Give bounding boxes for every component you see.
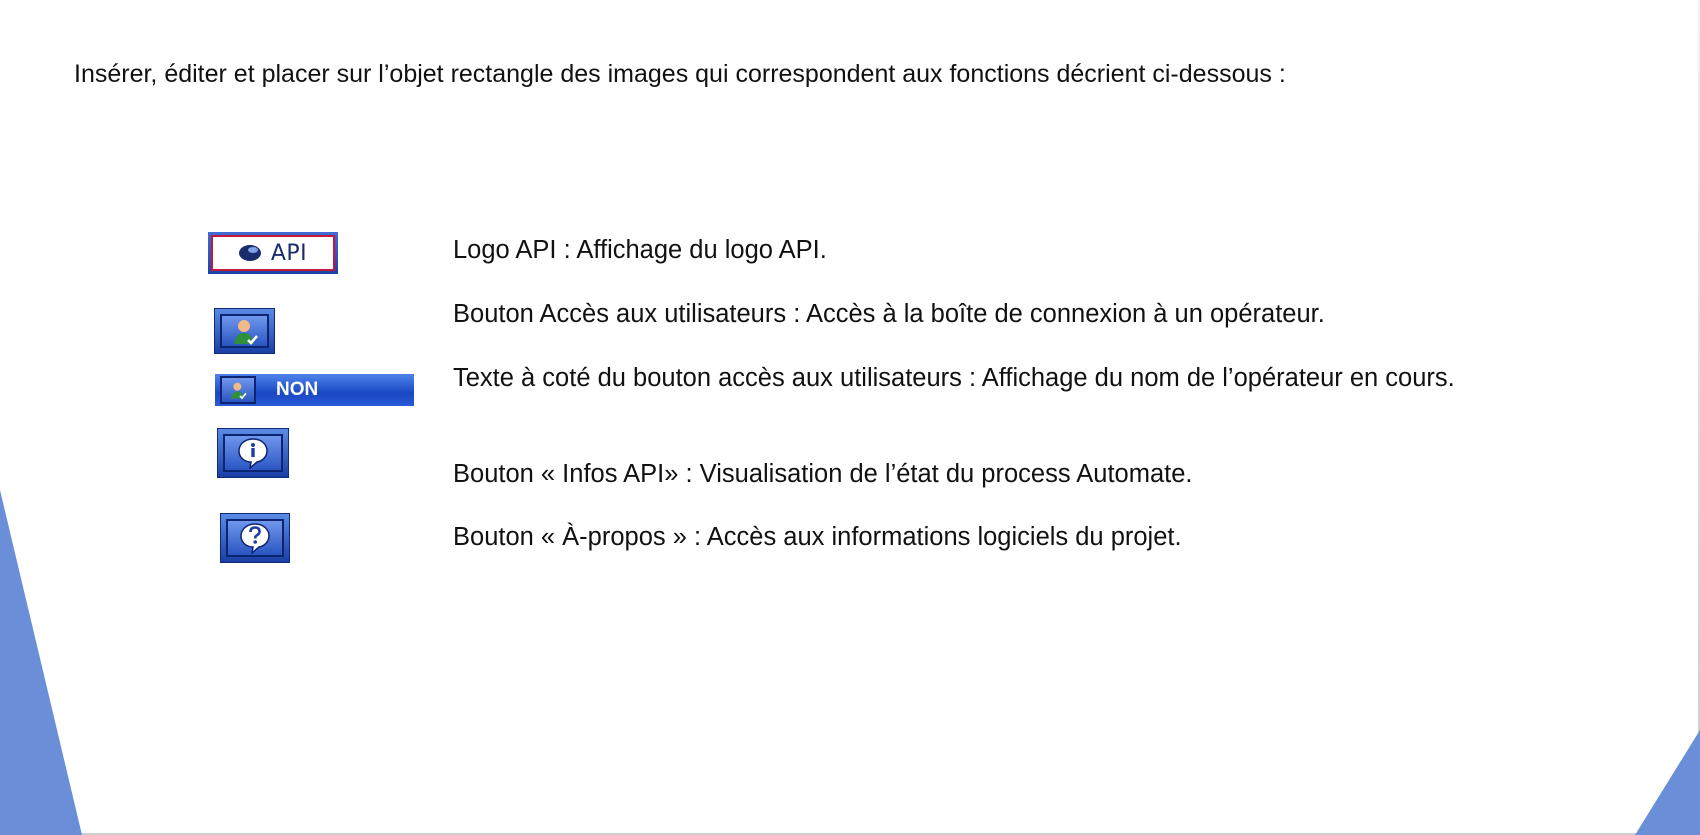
user-name-bar — [215, 374, 414, 406]
user-icon — [230, 316, 260, 346]
current-operator-name: NON — [276, 379, 319, 400]
description-api-logo: Logo API : Affichage du logo API. — [453, 236, 827, 264]
info-bubble-icon — [236, 437, 270, 469]
description-about: Bouton « À-propos » : Accès aux informations logiciels du projet. — [453, 523, 1182, 551]
description-user-name: Texte à coté du bouton accès aux utilisateurs : Affichage du nom de l’opérateur en cours. — [453, 364, 1455, 392]
user-bar-user-icon — [220, 376, 256, 404]
user-access-button[interactable] — [214, 308, 275, 354]
intro-text: Insérer, éditer et placer sur l’objet rectangle des images qui correspondent aux fonctions décrient ci-dessous : — [74, 60, 1286, 88]
api-logo-icon — [208, 232, 338, 274]
description-info-api: Bouton « Infos API» : Visualisation de l’état du process Automate. — [453, 460, 1193, 488]
info-api-button[interactable] — [217, 428, 289, 478]
about-button[interactable] — [220, 513, 290, 563]
help-bubble-icon — [238, 522, 272, 554]
user-icon — [228, 380, 248, 400]
decorative-triangle-right — [1635, 730, 1700, 835]
api-logo-globe-icon — [239, 244, 263, 262]
description-user-access: Bouton Accès aux utilisateurs : Accès à la boîte de connexion à un opérateur. — [453, 300, 1325, 328]
api-logo-text: API — [270, 240, 308, 266]
decorative-triangle-left — [0, 490, 90, 835]
